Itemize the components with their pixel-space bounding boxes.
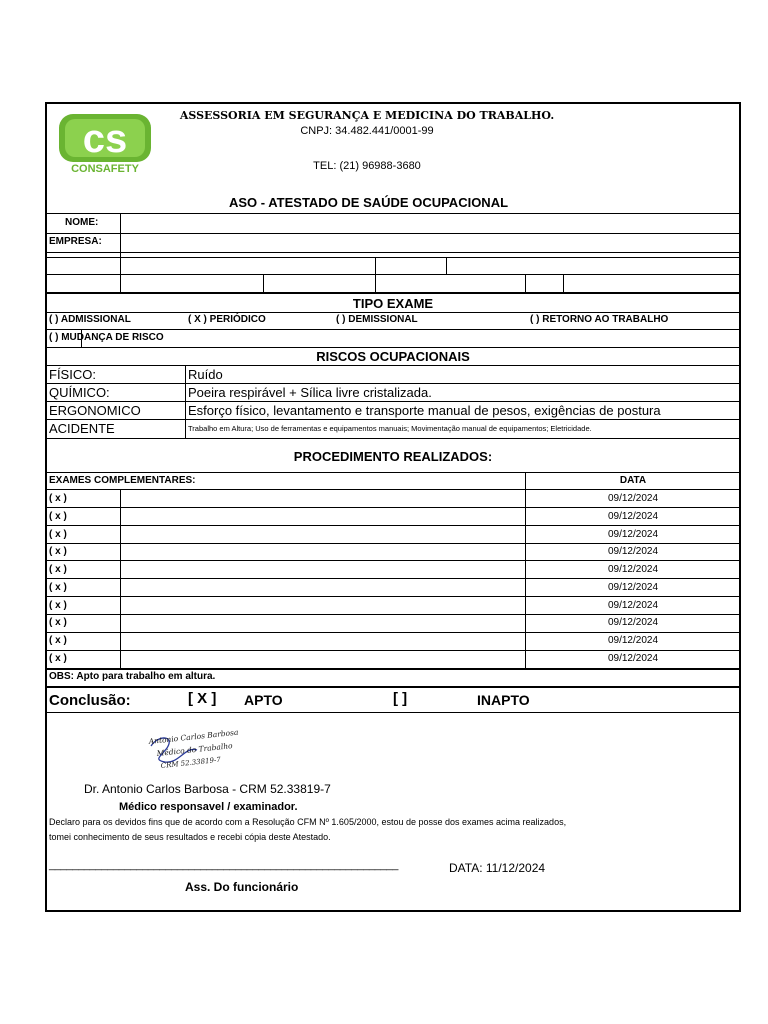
- inapto-label: INAPTO: [477, 692, 530, 708]
- exam-checkbox[interactable]: ( x ): [49, 600, 67, 611]
- risk-label-acidente: ACIDENTE: [49, 421, 115, 436]
- option-periodico[interactable]: ( X ) PERIÓDICO: [188, 314, 266, 325]
- exam-date: 09/12/2024: [607, 635, 659, 646]
- exam-date: 09/12/2024: [607, 546, 659, 557]
- risk-value-fisico: Ruído: [188, 367, 223, 382]
- name-label: NOME:: [65, 217, 99, 228]
- telephone: TEL: (21) 96988-3680: [313, 160, 421, 172]
- cnpj: CNPJ: 34.482.441/0001-99: [300, 125, 434, 137]
- exam-date: 09/12/2024: [607, 653, 659, 664]
- option-mudanca-risco[interactable]: ( ) MUDANÇA DE RISCO: [49, 332, 164, 343]
- declaration-line-2: tomei conhecimento de seus resultados e recebi cópia deste Atestado.: [49, 832, 331, 842]
- option-retorno[interactable]: ( ) RETORNO AO TRABALHO: [530, 314, 669, 325]
- exam-checkbox[interactable]: ( x ): [49, 546, 67, 557]
- option-demissional[interactable]: ( ) DEMISSIONAL: [336, 314, 418, 325]
- exams-label: EXAMES COMPLEMENTARES:: [49, 475, 196, 486]
- risk-label-quimico: QUÍMICO:: [49, 385, 110, 400]
- blank-field-2[interactable]: [375, 257, 446, 274]
- risk-label-ergonomico: ERGONOMICO: [49, 403, 141, 418]
- inapto-checkbox[interactable]: [ ]: [393, 690, 408, 707]
- exam-checkbox[interactable]: ( x ): [49, 617, 67, 628]
- exam-checkbox[interactable]: ( x ): [49, 582, 67, 593]
- option-admissional[interactable]: ( ) ADMISSIONAL: [49, 314, 131, 325]
- signature-date: DATA: 11/12/2024: [449, 861, 546, 875]
- stamp-line-3: CRM 52.33819-7: [160, 755, 222, 770]
- date-column-label: DATA: [619, 475, 647, 486]
- page-title: ASO - ATESTADO DE SAÚDE OCUPACIONAL: [229, 195, 509, 210]
- apto-checkbox[interactable]: [ X ]: [188, 690, 217, 707]
- blank-field-1[interactable]: [120, 257, 375, 274]
- logo-text: CONSAFETY: [71, 163, 139, 174]
- risk-value-ergonomico: Esforço físico, levantamento e transporte manual de pesos, exigências de postura: [188, 403, 661, 418]
- risk-value-acidente: Trabalho em Altura; Uso de ferramentas e equipamentos manuais; Movimentação manual de equipamentos; Eletricidade.: [188, 424, 592, 433]
- name-field[interactable]: [120, 213, 739, 233]
- company-name: ASSESSORIA EM SEGURANÇA E MEDICINA DO TRABALHO.: [179, 109, 555, 122]
- consafety-logo: [55, 112, 155, 174]
- exam-date: 09/12/2024: [607, 493, 659, 504]
- exam-type-heading: TIPO EXAME: [352, 296, 434, 311]
- aso-form: [45, 102, 741, 912]
- exam-checkbox[interactable]: ( x ): [49, 529, 67, 540]
- procedures-heading: PROCEDIMENTO REALIZADOS:: [293, 449, 493, 464]
- observation: OBS: Apto para trabalho em altura.: [49, 671, 216, 682]
- risk-value-quimico: Poeira respirável + Sílica livre cristalizada.: [188, 385, 432, 400]
- blank-field-3[interactable]: [446, 257, 741, 274]
- risks-heading: RISCOS OCUPACIONAIS: [316, 349, 470, 364]
- employee-signature-label: Ass. Do funcionário: [185, 880, 299, 894]
- conclusion-label: Conclusão:: [49, 692, 131, 709]
- stamp-line-2: Médico do Trabalho: [156, 741, 233, 758]
- stamp-line-1: Antonio Carlos Barbosa: [148, 727, 239, 746]
- declaration-line-1: Declaro para os devidos fins que de acordo com a Resolução CFM Nº 1.605/2000, estou de posse dos exames acima realizados,: [49, 817, 567, 827]
- exam-date: 09/12/2024: [607, 564, 659, 575]
- exam-date: 09/12/2024: [607, 600, 659, 611]
- exam-date: 09/12/2024: [607, 529, 659, 540]
- exam-checkbox[interactable]: ( x ): [49, 564, 67, 575]
- exam-checkbox[interactable]: ( x ): [49, 493, 67, 504]
- company-label: EMPRESA:: [49, 236, 102, 247]
- exam-date: 09/12/2024: [607, 617, 659, 628]
- exam-checkbox[interactable]: ( x ): [49, 653, 67, 664]
- doctor-name: Dr. Antonio Carlos Barbosa - CRM 52.33819-7: [84, 782, 331, 796]
- company-field[interactable]: [120, 233, 739, 252]
- risk-label-fisico: FÍSICO:: [49, 367, 96, 382]
- signature-line[interactable]: ____________________________________________________________: [49, 859, 399, 871]
- apto-label: APTO: [244, 692, 283, 708]
- exam-date: 09/12/2024: [607, 511, 659, 522]
- exam-checkbox[interactable]: ( x ): [49, 511, 67, 522]
- doctor-signature-stamp: [145, 726, 245, 776]
- exam-date: 09/12/2024: [607, 582, 659, 593]
- logo-initials: cs: [82, 117, 128, 161]
- doctor-role: Médico responsavel / examinador.: [119, 801, 298, 813]
- exam-checkbox[interactable]: ( x ): [49, 635, 67, 646]
